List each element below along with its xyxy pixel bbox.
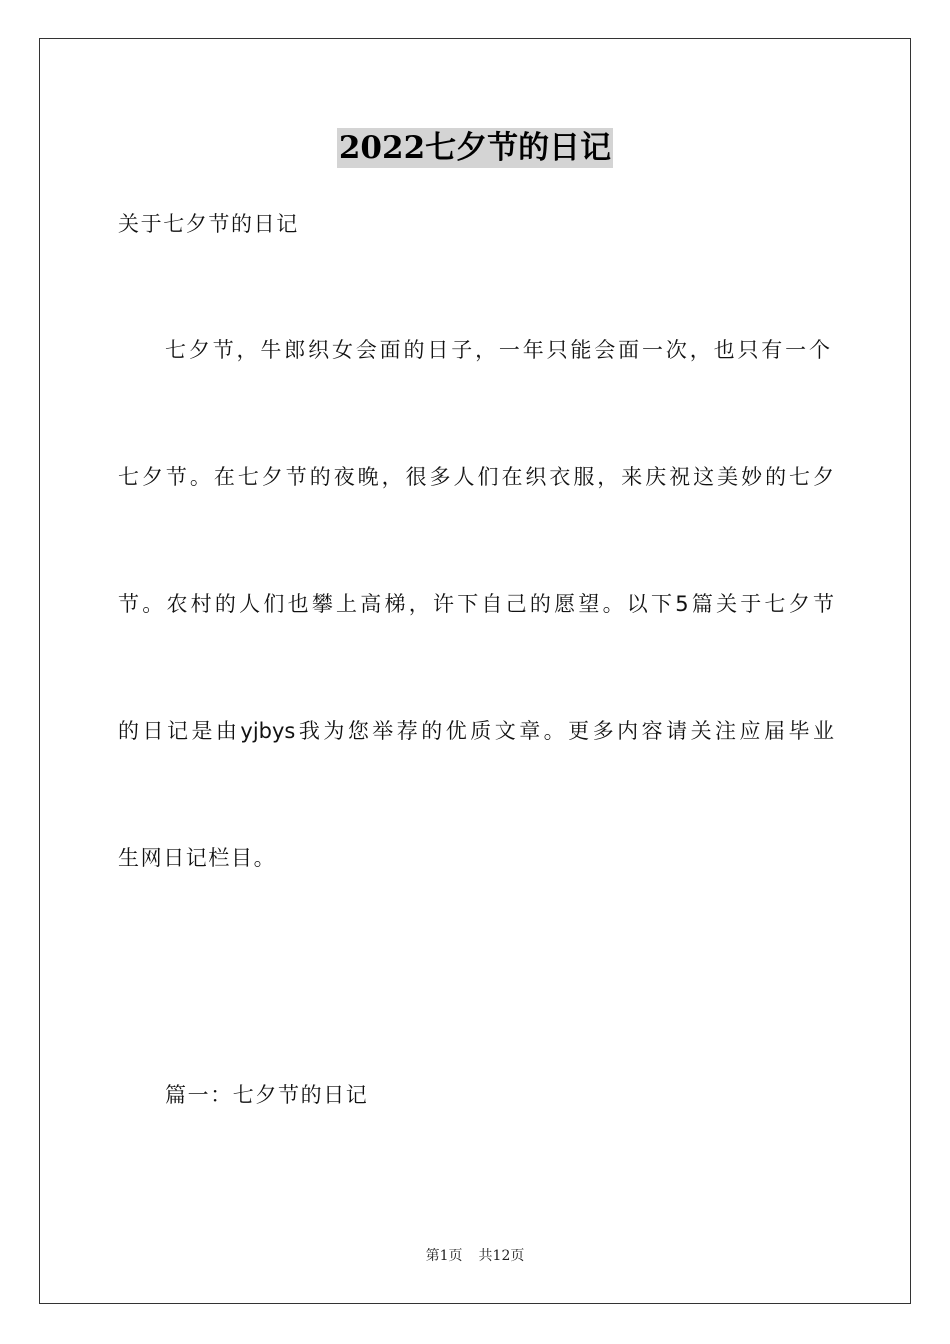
paragraph-line: 的日记是由yjbys我为您举荐的优质文章。更多内容请关注应届毕业	[118, 719, 834, 743]
document-title: 2022七夕节的日记	[338, 130, 612, 166]
paragraph-line: 七夕节，牛郎织女会面的日子，一年只能会面一次，也只有一个	[165, 338, 830, 362]
document-subtitle: 关于七夕节的日记	[118, 212, 299, 236]
section-heading: 篇一：七夕节的日记	[165, 1083, 369, 1107]
title-container	[0, 128, 950, 168]
paragraph-line: 节。农村的人们也攀上高梯，许下自己的愿望。以下5篇关于七夕节	[118, 592, 834, 616]
paragraph-line: 生网日记栏目。	[118, 846, 277, 870]
page-number: 第1页	[425, 1248, 463, 1264]
paragraph-line: 七夕节。在七夕节的夜晚，很多人们在织衣服，来庆祝这美妙的七夕	[118, 465, 834, 489]
page-total: 共12页	[478, 1248, 525, 1264]
page-footer	[0, 1246, 950, 1266]
